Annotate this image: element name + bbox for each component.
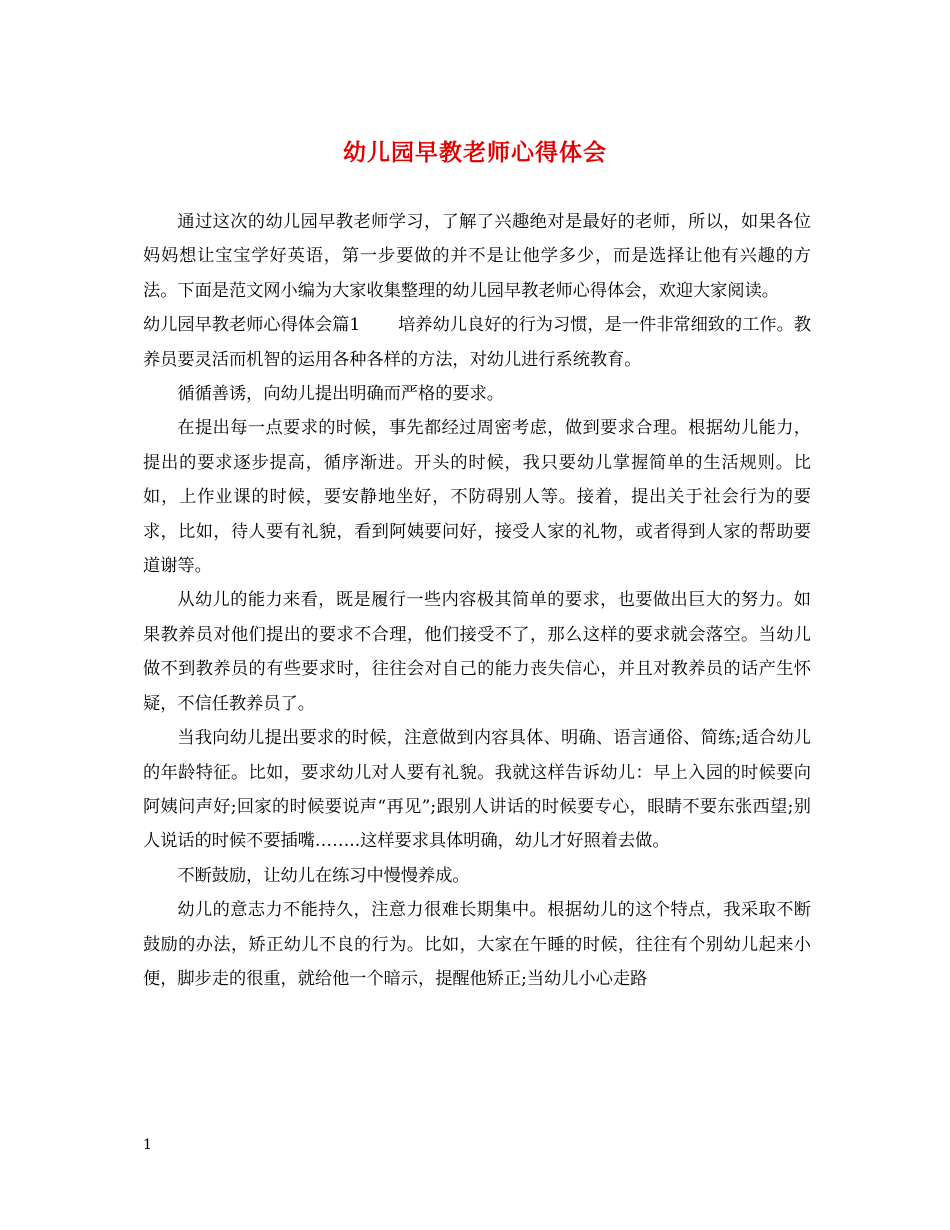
body-paragraph: 当我向幼儿提出要求的时候，注意做到内容具体、明确、语言通俗、简练;适合幼儿的年龄特征。比如，要求幼儿对人要有礼貌。我就这样告诉幼儿：早上入园的时候要向阿姨问声好;回家的时候要说声“再见”;跟别人讲话的时候要专心，眼睛不要东张西望;别人说话的时候不要插嘴……..这样要求具体明确，幼儿才好照着去做。 (143, 728, 811, 852)
page-number: 1 (143, 1137, 152, 1153)
body-paragraph: 循循善诱，向幼儿提出明确而严格的要求。 (177, 384, 504, 405)
intro-paragraph: 通过这次的幼儿园早教老师学习，了解了兴趣绝对是最好的老师，所以，如果各位妈妈想让宝宝学好英语，第一步要做的并不是让他学多少，而是选择让他有兴趣的方法。下面是范文网小编为大家收集整理的幼儿园早教老师心得体会，欢迎大家阅读。 (143, 212, 811, 301)
section-heading: 幼儿园早教老师心得体会篇1 (143, 315, 361, 336)
section-intro-text: 培养幼儿良好的行为习惯，是一件非常细致的工作。教养员要灵活而机智的运用各种各样的方法，对幼儿进行系统教育。 (143, 315, 811, 370)
body-paragraph: 从幼儿的能力来看，既是履行一些内容极其简单的要求，也要做出巨大的努力。如果教养员对他们提出的要求不合理，他们接受不了，那么这样的要求就会落空。当幼儿做不到教养员的有些要求时，往往会对自己的能力丧失信心，并且对教养员的话产生怀疑，不信任教养员了。 (143, 590, 811, 714)
body-paragraph: 不断鼓励，让幼儿在练习中慢慢养成。 (177, 865, 470, 886)
document-body (143, 205, 811, 996)
document-title: 幼儿园早教老师心得体会 (343, 139, 607, 166)
body-paragraph: 幼儿的意志力不能持久，注意力很难长期集中。根据幼儿的这个特点，我采取不断鼓励的办法，矫正幼儿不良的行为。比如，大家在午睡的时候，往往有个别幼儿起来小便，脚步走的很重，就给他一个暗示，提醒他矫正;当幼儿小心走路 (143, 900, 811, 989)
body-paragraph: 在提出每一点要求的时候，事先都经过周密考虑，做到要求合理。根据幼儿能力，提出的要求逐步提高，循序渐进。开头的时候，我只要幼儿掌握简单的生活规则。比如，上作业课的时候，要安静地坐好，不防碍别人等。接着，提出关于社会行为的要求，比如，待人要有礼貌，看到阿姨要问好，接受人家的礼物，或者得到人家的帮助要道谢等。 (143, 418, 811, 577)
section-1-intro (143, 308, 811, 377)
